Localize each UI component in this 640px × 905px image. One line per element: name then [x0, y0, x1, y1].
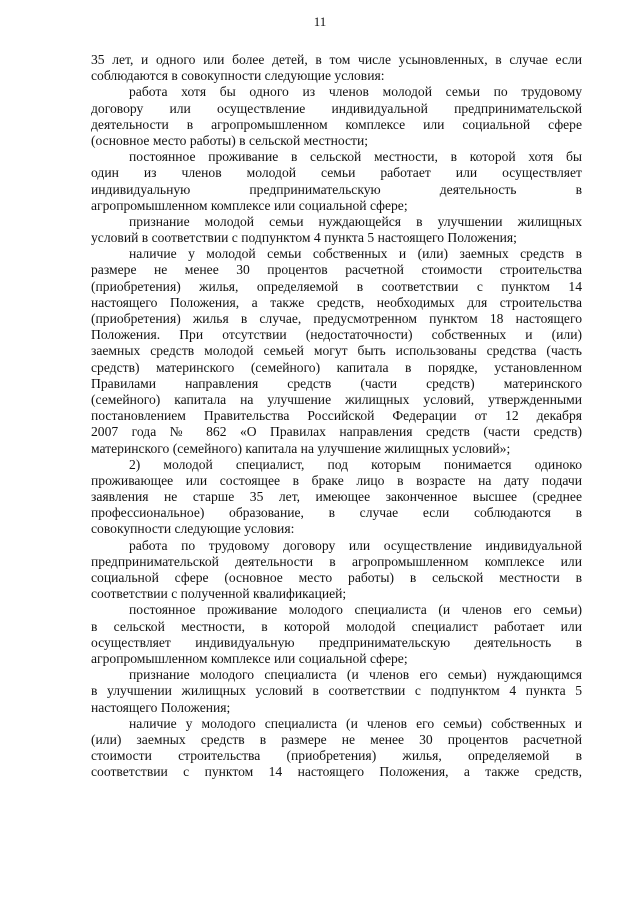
paragraph [91, 149, 582, 214]
text-line: настоящего Положения; [91, 699, 231, 715]
text-line: совокупности следующие условия: [91, 521, 295, 537]
paragraph [91, 538, 582, 603]
paragraph [91, 602, 582, 667]
text-line: в улучшении жилищных условий в соответствии с подпунктом 4 пункта 5 [91, 683, 582, 699]
paragraph [91, 52, 582, 84]
text-line: условий в соответствии с подпунктом 4 пункта 5 настоящего Положения; [91, 230, 517, 246]
text-line: агропромышленном комплексе или социальной сфере; [91, 197, 408, 213]
text-line: деятельности в агропромышленном комплексе или социальной сфере [91, 116, 582, 132]
text-line: постановлением Правительства Российской Федерации от 12 декабря [91, 408, 582, 424]
document-body [91, 52, 582, 780]
text-line: работа хотя бы одного из членов молодой семьи по трудовому [129, 84, 582, 100]
text-line: предпринимательской деятельности в агропромышленном комплексе или [91, 553, 582, 569]
text-line: заемных средств молодой семьей могут быть использованы средства (часть [91, 343, 582, 359]
paragraph [91, 457, 582, 538]
text-line: постоянное проживание в сельской местности, в которой хотя бы [129, 149, 582, 165]
text-line: наличие у молодой семьи собственных и (или) заемных средств в [129, 246, 582, 262]
text-line: работа по трудовому договору или осуществление индивидуальной [129, 537, 582, 553]
text-line: соблюдаются в совокупности следующие условия: [91, 68, 385, 84]
text-line: 2) молодой специалист, под которым понимается одиноко [129, 456, 582, 472]
text-line: постоянное проживание молодого специалиста (и членов его семьи) [129, 602, 582, 618]
text-line: в сельской местности, в которой молодой специалист работает или [91, 618, 582, 634]
text-line: индивидуальную предпринимательскую деятельность в [91, 181, 582, 197]
paragraph [91, 84, 582, 149]
text-line: проживающее или состоящее в браке лицо в возрасте на дату подачи [91, 472, 582, 488]
text-line: договору или осуществление индивидуальной предпринимательской [91, 100, 582, 116]
text-line: Правилами направления средств (части средств) материнского [91, 375, 582, 391]
text-line: стоимости строительства (приобретения) жилья, определяемой в [91, 748, 582, 764]
text-line: 35 лет, и одного или более детей, в том числе усыновленных, в случае если [91, 52, 582, 67]
text-line: признание молодого специалиста (и членов его семьи) нуждающимся [129, 667, 582, 683]
text-line: размере не менее 30 процентов расчетной стоимости строительства [91, 262, 582, 278]
paragraph [91, 667, 582, 716]
paragraph [91, 716, 582, 781]
text-line: средств) материнского (семейного) капитала в порядке, установленном [91, 359, 582, 375]
text-line: (приобретения) жилья в случае, предусмотренном пунктом 18 настоящего [91, 311, 582, 326]
text-line: агропромышленном комплексе или социальной сфере; [91, 650, 408, 666]
text-line: 2007 года № 862 «О Правилах направления средств (части средств) [91, 424, 582, 440]
page-number: 11 [313, 14, 327, 29]
text-line: соответствии с пунктом 14 настоящего Положения, а также средств, [91, 764, 582, 780]
text-line: признание молодой семьи нуждающейся в улучшении жилищных [129, 213, 582, 229]
text-line: заявления не старше 35 лет, имеющее законченное высшее (среднее [91, 489, 582, 505]
text-line: Положения. При отсутствии (недостаточности) собственных и (или) [91, 327, 582, 343]
paragraph [91, 246, 582, 456]
text-line: (или) заемных средств в размере не менее 30 процентов расчетной [91, 731, 582, 747]
text-line: один из членов молодой семьи работает или осуществляет [91, 165, 582, 181]
text-line: социальной сфере (основное место работы) в сельской местности в [91, 570, 582, 585]
text-line: (основное место работы) в сельской местности; [91, 132, 369, 148]
text-line: наличие у молодого специалиста (и членов его семьи) собственных и [129, 715, 582, 731]
paragraph [91, 214, 582, 246]
text-line: (семейного) капитала на улучшение жилищных условий, утвержденными [91, 391, 582, 407]
text-line: соответствии с полученной квалификацией; [91, 586, 347, 602]
text-line: (приобретения) жилья, определяемой в соответствии с пунктом 14 [91, 278, 582, 294]
text-line: материнского (семейного) капитала на улучшение жилищных условий»; [91, 440, 511, 456]
text-line: осуществляет индивидуальную предпринимательскую деятельность в [91, 634, 582, 650]
text-line: профессиональное) образование, в случае если соблюдаются в [91, 505, 582, 521]
text-line: настоящего Положения, а также средств, необходимых для строительства [91, 294, 582, 310]
